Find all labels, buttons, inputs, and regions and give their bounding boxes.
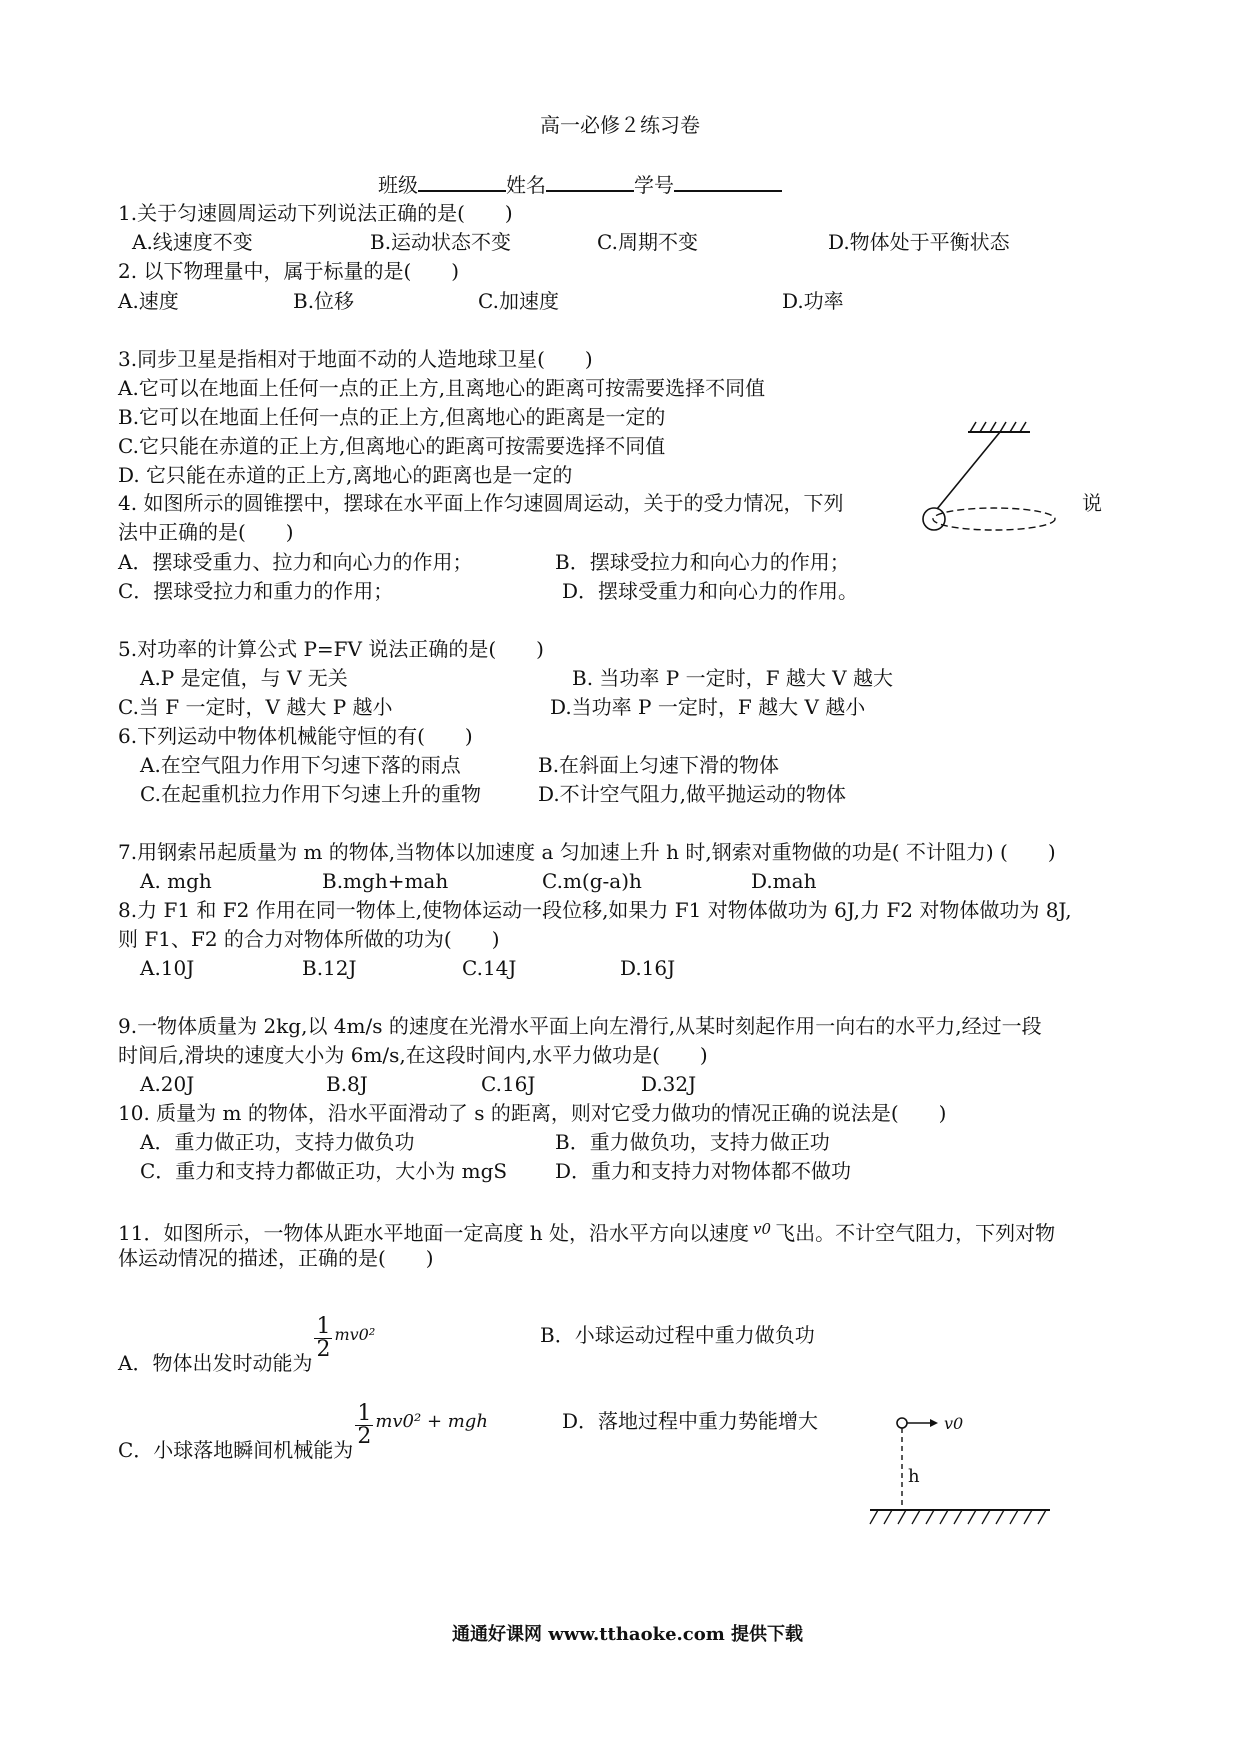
question-4-option-a: A．摆球受重力、拉力和向心力的作用； xyxy=(118,550,473,574)
formula-a-numerator: 1 xyxy=(316,1314,331,1339)
question-8-option-c: C.14J xyxy=(462,956,517,980)
v0-symbol: v0 xyxy=(753,1220,772,1238)
question-4-stem-line1: 4. 如图所示的圆锥摆中，摆球在水平面上作匀速圆周运动，关于的受力情况，下列 xyxy=(118,491,844,515)
question-5-option-c: C.当 F 一定时，V 越大 P 越小 xyxy=(118,695,393,719)
question-11-option-d: D．落地过程中重力势能增大 xyxy=(562,1409,819,1433)
page-footer[interactable]: 通通好课网 www.tthaoke.com 提供下载 xyxy=(452,1624,804,1645)
question-6-option-d: D.不计空气阻力,做平抛运动的物体 xyxy=(538,782,847,806)
number-label: 学号 xyxy=(634,173,674,197)
question-3-option-a: A.它可以在地面上任何一点的正上方,且离地心的距离可按需要选择不同值 xyxy=(118,376,766,400)
question-9-option-c: C.16J xyxy=(481,1072,536,1096)
page-title: 高一必修２练习卷 xyxy=(540,113,700,137)
question-3-option-d: D. 它只能在赤道的正上方,离地心的距离也是一定的 xyxy=(118,463,573,487)
question-9-option-d: D.32J xyxy=(641,1072,697,1096)
question-5-option-a: A.P 是定值，与 V 无关 xyxy=(140,666,348,690)
question-11-option-c-text: C．小球落地瞬间机械能为 xyxy=(118,1438,354,1462)
question-9-stem-line1: 9.一物体质量为 2kg,以 4m/s 的速度在光滑水平面上向左滑行,从某时刻起作用一向右的水平力,经过一段 xyxy=(118,1014,1042,1038)
question-8-stem-line2: 则 F1、F2 的合力对物体所做的功为( ) xyxy=(118,927,500,951)
name-label: 姓名 xyxy=(506,173,546,197)
velocity-label: v0 xyxy=(944,1414,964,1433)
student-info xyxy=(378,170,782,198)
question-9-stem-line2: 时间后,滑块的速度大小为 6m/s,在这段时间内,水平力做功是( ) xyxy=(118,1043,708,1067)
circular-path xyxy=(933,508,1055,530)
question-2-option-d: D.功率 xyxy=(782,289,844,313)
name-blank[interactable] xyxy=(546,170,634,192)
question-11-option-b: B．小球运动过程中重力做负功 xyxy=(540,1323,815,1347)
question-2-stem: 2. 以下物理量中，属于标量的是( ) xyxy=(118,259,460,283)
question-7-stem: 7.用钢索吊起质量为 m 的物体,当物体以加速度 a 匀加速上升 h 时,钢索对重物做的功是( 不计阻力) ( ) xyxy=(118,840,1056,864)
formula-c-expression: mv0² + mgh xyxy=(375,1411,488,1432)
question-1-option-d: D.物体处于平衡状态 xyxy=(828,230,1010,254)
question-6-stem: 6.下列运动中物体机械能守恒的有( ) xyxy=(118,724,473,748)
formula-c-numerator: 1 xyxy=(357,1401,372,1426)
question-8-option-b: B.12J xyxy=(302,956,357,980)
velocity-arrowhead xyxy=(930,1419,938,1427)
height-label: h xyxy=(908,1466,920,1487)
question-3-stem: 3.同步卫星是指相对于地面不动的人造地球卫星( ) xyxy=(118,347,593,371)
question-4-option-b: B．摆球受拉力和向心力的作用； xyxy=(555,550,850,574)
question-11-option-c xyxy=(118,1392,488,1462)
question-10-option-d: D．重力和支持力对物体都不做功 xyxy=(555,1159,852,1183)
question-7-option-d: D.mah xyxy=(751,869,817,893)
question-3-option-b: B.它可以在地面上任何一点的正上方,但离地心的距离是一定的 xyxy=(118,405,666,429)
question-10-option-a: A．重力做正功，支持力做负功 xyxy=(140,1130,415,1154)
question-7-option-b: B.mgh+mah xyxy=(322,869,449,893)
question-10-stem: 10. 质量为 m 的物体，沿水平面滑动了 s 的距离，则对它受力做功的情况正确的说法是( ) xyxy=(118,1101,947,1125)
ground-hatch xyxy=(870,1510,1046,1524)
question-8-option-a: A.10J xyxy=(140,956,195,980)
question-1-stem: 1.关于匀速圆周运动下列说法正确的是( ) xyxy=(118,201,513,225)
question-4-option-d: D．摆球受重力和向心力的作用。 xyxy=(562,579,859,603)
number-blank[interactable] xyxy=(674,170,782,192)
launch-ball xyxy=(897,1418,907,1428)
question-9-option-b: B.8J xyxy=(326,1072,368,1096)
question-4-stem-line2: 法中正确的是( ) xyxy=(118,520,294,544)
question-9-option-a: A.20J xyxy=(140,1072,195,1096)
formula-a-expression: mv0² xyxy=(334,1325,376,1344)
question-4-stem-tail: 说 xyxy=(1082,491,1102,515)
pendulum-ball xyxy=(923,508,945,530)
question-8-option-d: D.16J xyxy=(620,956,676,980)
question-7-option-c: C.m(g-a)h xyxy=(542,869,642,893)
formula-a-denominator: 2 xyxy=(316,1337,331,1362)
question-11-stem-part-a: 11．如图所示，一物体从距水平地面一定高度 h 处，沿水平方向以速度 xyxy=(118,1221,750,1245)
question-11-stem-part-b: 飞出。不计空气阻力，下列对物 xyxy=(775,1221,1056,1245)
question-1-option-b: B.运动状态不变 xyxy=(370,230,512,254)
formula-c-denominator: 2 xyxy=(357,1424,372,1449)
question-8-stem-line1: 8.力 F1 和 F2 作用在同一物体上,使物体运动一段位移,如果力 F1 对物体做功为 6J,力 F2 对物体做功为 8J, xyxy=(118,898,1072,922)
conical-pendulum-figure xyxy=(920,420,1090,590)
question-5-option-d: D.当功率 P 一定时，F 越大 V 越小 xyxy=(550,695,866,719)
question-1-option-a: A.线速度不变 xyxy=(132,230,253,254)
question-10-option-b: B．重力做负功，支持力做正功 xyxy=(555,1130,830,1154)
class-blank[interactable] xyxy=(418,170,506,192)
question-11-option-a xyxy=(118,1305,376,1375)
pendulum-string xyxy=(937,432,1000,509)
question-1-option-c: C.周期不变 xyxy=(597,230,698,254)
question-3-option-c: C.它只能在赤道的正上方,但离地心的距离可按需要选择不同值 xyxy=(118,434,666,458)
question-2-option-b: B.位移 xyxy=(293,289,355,313)
question-4-option-c: C．摆球受拉力和重力的作用； xyxy=(118,579,394,603)
question-6-option-c: C.在起重机拉力作用下匀速上升的重物 xyxy=(140,782,481,806)
formula-c-fraction xyxy=(355,1403,373,1448)
formula-a-fraction xyxy=(314,1316,332,1361)
question-11-stem-line2: 体运动情况的描述，正确的是( ) xyxy=(118,1246,434,1270)
question-5-stem: 5.对功率的计算公式 P=FV 说法正确的是( ) xyxy=(118,637,544,661)
question-7-option-a: A. mgh xyxy=(140,869,212,893)
question-6-option-b: B.在斜面上匀速下滑的物体 xyxy=(538,753,780,777)
question-6-option-a: A.在空气阻力作用下匀速下落的雨点 xyxy=(140,753,461,777)
question-2-option-a: A.速度 xyxy=(118,289,179,313)
class-label: 班级 xyxy=(378,173,418,197)
question-11-option-a-text: A．物体出发时动能为 xyxy=(118,1351,313,1375)
ceiling-hatch xyxy=(970,422,1026,432)
question-10-option-c: C．重力和支持力都做正功，大小为 mgS xyxy=(140,1159,508,1183)
horizontal-projectile-diagram xyxy=(860,1400,1070,1540)
question-5-option-b: B. 当功率 P 一定时，F 越大 V 越大 xyxy=(572,666,893,690)
question-2-option-c: C.加速度 xyxy=(478,289,559,313)
question-11-stem-line1 xyxy=(118,1216,1055,1246)
